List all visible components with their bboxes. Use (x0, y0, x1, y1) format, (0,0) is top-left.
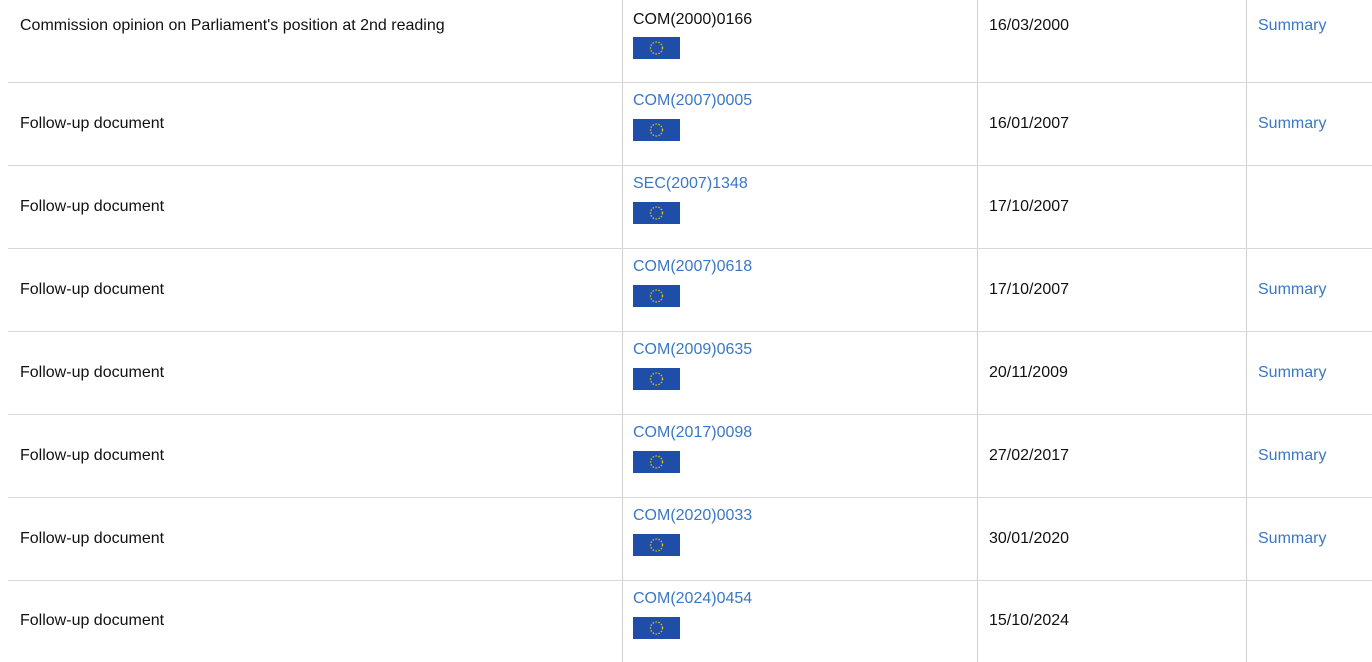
document-reference-link[interactable]: COM(2020)0033 (633, 506, 977, 526)
document-reference: COM(2000)0166 (633, 10, 977, 30)
document-type-cell (8, 580, 623, 662)
document-type-cell (8, 248, 623, 331)
summary-cell (1247, 497, 1372, 580)
document-type-cell (8, 82, 623, 165)
summary-link[interactable]: Summary (1258, 17, 1326, 35)
document-type-cell (8, 0, 623, 82)
reference-cell (623, 414, 978, 497)
document-type: Follow-up document (20, 530, 164, 547)
summary-link[interactable]: Summary (1258, 447, 1326, 464)
document-type-cell (8, 497, 623, 580)
date-cell (978, 331, 1247, 414)
document-type: Commission opinion on Parliament's position at 2nd reading (20, 17, 445, 35)
eu-flag-icon[interactable] (633, 617, 680, 639)
document-type: Follow-up document (20, 281, 164, 298)
summary-cell (1247, 580, 1372, 662)
date-cell (978, 165, 1247, 248)
table-row (8, 165, 1372, 248)
document-date: 20/11/2009 (989, 364, 1068, 381)
document-date: 17/10/2007 (989, 198, 1069, 215)
reference-cell (623, 580, 978, 662)
eu-flag-icon[interactable] (633, 451, 680, 473)
date-cell (978, 82, 1247, 165)
summary-cell (1247, 165, 1372, 248)
summary-cell (1247, 0, 1372, 82)
table-row (8, 331, 1372, 414)
document-date: 27/02/2017 (989, 447, 1069, 464)
date-cell (978, 414, 1247, 497)
document-date: 30/01/2020 (989, 530, 1069, 547)
summary-link[interactable]: Summary (1258, 364, 1326, 381)
eu-flag-icon[interactable] (633, 37, 680, 59)
document-type-cell (8, 331, 623, 414)
summary-cell (1247, 331, 1372, 414)
document-type: Follow-up document (20, 612, 164, 629)
eu-flag-icon[interactable] (633, 368, 680, 390)
reference-cell (623, 497, 978, 580)
reference-cell (623, 0, 978, 82)
eu-flag-icon[interactable] (633, 119, 680, 141)
document-type: Follow-up document (20, 198, 164, 215)
document-type: Follow-up document (20, 364, 164, 381)
document-date: 16/03/2000 (989, 17, 1069, 35)
document-reference-link[interactable]: SEC(2007)1348 (633, 174, 977, 194)
reference-cell (623, 331, 978, 414)
document-reference-link[interactable]: COM(2017)0098 (633, 423, 977, 443)
table-row (8, 497, 1372, 580)
document-type: Follow-up document (20, 115, 164, 132)
summary-cell (1247, 248, 1372, 331)
table-row (8, 248, 1372, 331)
eu-flag-icon[interactable] (633, 285, 680, 307)
table-row (8, 414, 1372, 497)
date-cell (978, 0, 1247, 82)
date-cell (978, 248, 1247, 331)
eu-flag-icon[interactable] (633, 534, 680, 556)
document-reference-link[interactable]: COM(2007)0005 (633, 91, 977, 111)
summary-link[interactable]: Summary (1258, 530, 1326, 547)
reference-cell (623, 165, 978, 248)
document-type-cell (8, 165, 623, 248)
summary-link[interactable]: Summary (1258, 281, 1326, 298)
table-row (8, 0, 1372, 82)
document-date: 17/10/2007 (989, 281, 1069, 298)
summary-cell (1247, 82, 1372, 165)
table-row (8, 580, 1372, 662)
document-type: Follow-up document (20, 447, 164, 464)
document-date: 15/10/2024 (989, 612, 1069, 629)
summary-link[interactable]: Summary (1258, 115, 1326, 132)
document-reference-link[interactable]: COM(2007)0618 (633, 257, 977, 277)
reference-cell (623, 82, 978, 165)
documents-table (8, 0, 1372, 662)
date-cell (978, 580, 1247, 662)
document-reference-link[interactable]: COM(2009)0635 (633, 340, 977, 360)
document-date: 16/01/2007 (989, 115, 1069, 132)
table-row (8, 82, 1372, 165)
reference-cell (623, 248, 978, 331)
summary-cell (1247, 414, 1372, 497)
eu-flag-icon[interactable] (633, 202, 680, 224)
date-cell (978, 497, 1247, 580)
document-type-cell (8, 414, 623, 497)
document-reference-link[interactable]: COM(2024)0454 (633, 589, 977, 609)
